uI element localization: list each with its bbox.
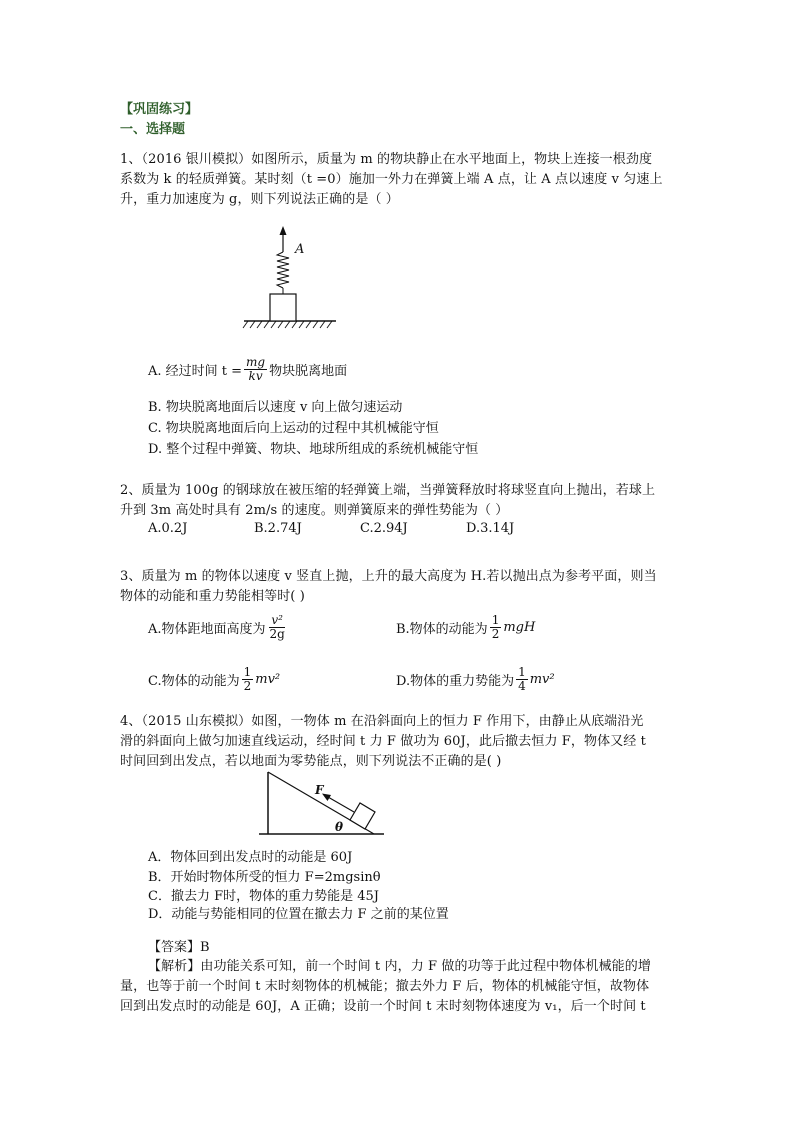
q3-b-num: 1: [491, 613, 500, 627]
q1-option-a: [148, 356, 347, 383]
q3-option-a-fraction: [268, 614, 287, 641]
q1-option-a-prefix: A. 经过时间 t =: [148, 364, 243, 379]
q1-option-a-suffix: 物块脱离地面: [269, 364, 348, 379]
q3-c-num: 1: [243, 665, 252, 679]
q3-c-den: 2: [243, 679, 252, 693]
q3-d-den: 4: [518, 679, 526, 693]
q3-option-b-fraction: [490, 614, 502, 641]
q3-option-d-fraction: [516, 666, 528, 693]
q3-option-d-prefix: D.物体的重力势能为: [396, 674, 515, 689]
figure-label-theta: θ: [335, 820, 344, 834]
q3-option-c-suffix: mv²: [255, 672, 281, 687]
q1-option-d: D. 整个过程中弹簧、物块、地球所组成的系统机械能守恒: [148, 442, 479, 457]
figure-label-f: F: [315, 783, 324, 797]
q1-option-a-fraction: [244, 356, 267, 383]
q3-line-2: 物体的动能和重力势能相等时( ): [120, 589, 305, 604]
q1-line-1: 1、（2016 银川模拟）如图所示，质量为 m 的物块静止在水平地面上，物块上连接一根劲度: [120, 152, 653, 167]
q1-line-3: 升，重力加速度为 g，则下列说法正确的是（ ）: [120, 192, 399, 207]
q3-a-num: v²: [271, 613, 283, 627]
q4-line-3: 时间回到出发点，若以地面为零势能点，则下列说法不正确的是( ): [120, 754, 502, 769]
q3-line-1: 3、质量为 m 的物体以速度 v 竖直上抛，上升的最大高度为 H.若以抛出点为参考平面，则当: [120, 569, 657, 584]
figure-label-a: A: [295, 242, 305, 257]
q4-option-b: B．开始时物体所受的恒力 F=2mgsinθ: [148, 870, 381, 885]
q4-option-d: D．动能与势能相同的位置在撤去力 F 之前的某位置: [148, 907, 449, 922]
q1-line-2: 系数为 k 的轻质弹簧。某时刻（t =0）施加一外力在弹簧上端 A 点，让 A 点以速度 v 匀速上: [120, 172, 663, 187]
section-title: 【巩固练习】: [120, 102, 199, 117]
q1-option-b: B. 物块脱离地面后以速度 v 向上做匀速运动: [148, 400, 403, 415]
q3-option-b-prefix: B.物体的动能为: [396, 622, 488, 637]
q4-option-a: A．物体回到出发点时的动能是 60J: [148, 850, 353, 865]
q1-frac-den: kv: [248, 369, 263, 383]
q3-option-c-fraction: [242, 666, 254, 693]
q2-option-d: D.3.14J: [466, 521, 515, 536]
q3-option-c-prefix: C.物体的动能为: [148, 674, 240, 689]
q3-option-c: [148, 666, 280, 693]
q3-d-num: 1: [518, 665, 526, 679]
q3-option-a: [148, 614, 289, 641]
q4-analysis-line-3: 回到出发点时的动能是 60J，A 正确；设前一个时间 t 末时刻物体速度为 v₁，后一个时间 t: [120, 999, 646, 1014]
q1-frac-num: mg: [246, 355, 266, 369]
q4-line-2: 滑的斜面向上做匀加速直线运动，经时间 t 力 F 做功为 60J，此后撤去恒力 F，物体又经 t: [120, 734, 646, 749]
q4-option-c: C．撤去力 F时，物体的重力势能是 45J: [148, 889, 379, 904]
q2-line-2: 升到 3m 高处时具有 2m/s 的速度。则弹簧原来的弹性势能为（ ）: [120, 503, 509, 518]
incline-figure: [256, 768, 386, 838]
q3-option-d: [396, 666, 555, 693]
q2-option-b: B.2.74J: [254, 521, 302, 536]
q3-option-b-suffix: mgH: [503, 620, 536, 635]
q2-option-c: C.2.94J: [360, 521, 408, 536]
q4-answer: 【答案】B: [148, 940, 210, 955]
q4-analysis-line-1: 【解析】由功能关系可知，前一个时间 t 内，力 F 做的功等于此过程中物体机械能的增: [148, 959, 651, 974]
q4-analysis-line-2: 量，也等于前一个时间 t 末时刻物体的机械能；撤去外力 F 后，物体的机械能守恒，故物体: [120, 979, 650, 994]
q2-option-a: A.0.2J: [148, 521, 188, 536]
q3-b-den: 2: [491, 627, 500, 641]
q3-a-den: 2g: [269, 627, 285, 641]
section-subtitle: 一、选择题: [120, 122, 186, 137]
q2-line-1: 2、质量为 100g 的钢球放在被压缩的轻弹簧上端，当弹簧释放时将球竖直向上抛出，若球上: [120, 483, 656, 498]
q1-option-c: C. 物块脱离地面后向上运动的过程中其机械能守恒: [148, 421, 439, 436]
spring-block-figure: [238, 222, 338, 332]
q3-option-d-suffix: mv²: [529, 672, 555, 687]
q4-line-1: 4、（2015 山东模拟）如图，一物体 m 在沿斜面向上的恒力 F 作用下，由静止从底端沿光: [120, 714, 644, 729]
q3-option-a-prefix: A.物体距地面高度为: [148, 622, 266, 637]
q3-option-b: [396, 614, 535, 641]
